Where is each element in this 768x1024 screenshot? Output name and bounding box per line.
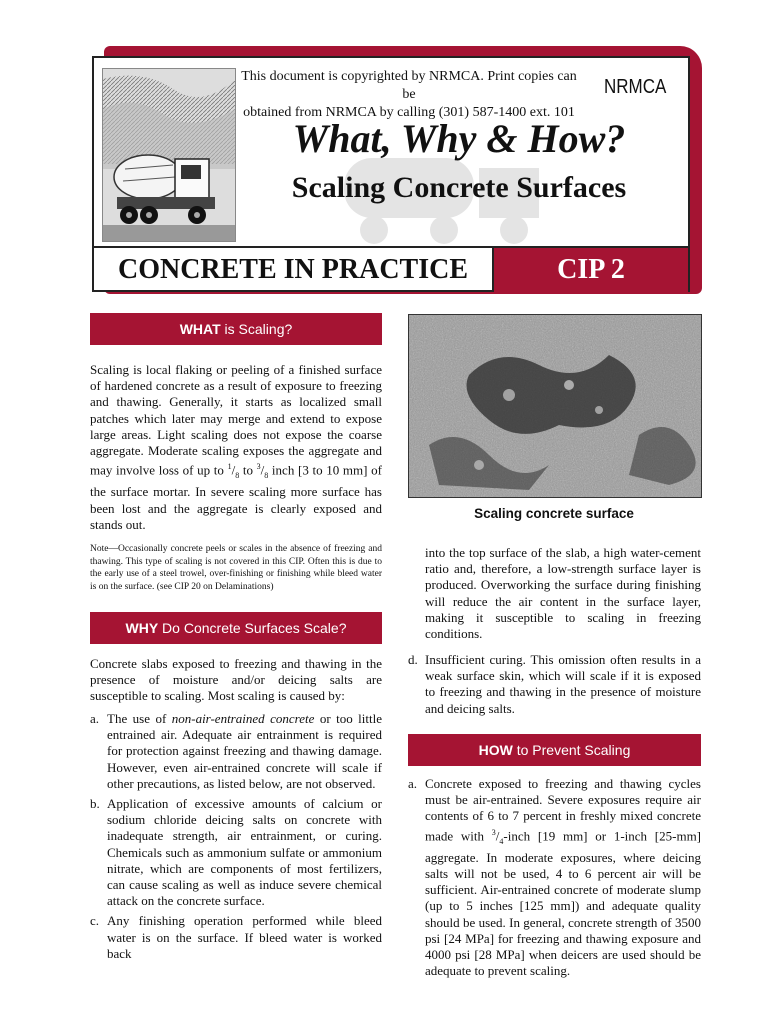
fraction-numerator: 3 [491,827,496,837]
heading-keyword: WHAT [179,321,221,337]
list-marker: a. [90,711,100,726]
photo-caption: Scaling concrete surface [474,506,634,521]
fraction-denominator: 8 [235,471,240,481]
list-marker: d. [408,652,418,667]
copyright-line-1: This document is copyrighted by NRMCA. Print copies can be [241,69,577,102]
item-emphasis: non-air-entrained concrete [171,711,315,726]
item-text: The use of [107,711,172,726]
series-title: CONCRETE IN PRACTICE [94,248,494,292]
what-text-b: inch [3 to 10 mm] of the surface mortar. In severe scaling more surface has been lost and the aggregate is clearly exposed and stands out. [90,462,382,532]
page-title: What, Why & How? [292,116,626,161]
item-text: Any finishing operation performed while bleed water is on the surface. If bleed water is worked back [107,913,382,961]
page-subtitle: Scaling Concrete Surfaces [291,171,627,204]
item-text: Insufficient curing. This omission often results in a weak surface skin, which will scale if it is exposed to freezing and thawing in the presence of moisture and deicing salts. [425,652,701,716]
fraction-numerator: 1 [227,462,232,472]
section-heading-how [408,734,701,766]
why-intro: Concrete slabs exposed to freezing and thawing in the presence of moisture and/or deicing salts are susceptible to scaling. Most scaling is caused by: [90,656,382,704]
what-paragraph: Scaling is local flaking or peeling of a finished surface of hardened concrete as a result of exposure to freezing and thawing. Generally, it starts as localized small patches which later may merge and extend to expose large areas. Light scaling does not expose the coarse aggregate. Moderate scaling exposes the aggregate and may involve loss of up to $^1/_8$ to $^3/_8$ inch [3 to 10 mm] of the surface mortar. In severe scaling more surface has been lost and the aggregate is clearly exposed and stands out. [90,362,382,532]
copyright-notice [234,68,584,122]
what-text-a: Scaling is local flaking or peeling of a finished surface of hardened concrete as a result of exposure to freezing and thawing. Generally, it starts as localized small patches which later may merge and extend to expose large areas. Light scaling does not expose the coarse aggregate. Moderate scaling exposes the aggregate and may involve loss of up to [90,362,382,478]
brand-logo: NRMCA [604,76,667,98]
list-marker: b. [90,796,100,812]
cip-number: CIP 2 [494,248,688,292]
list-item [408,652,701,717]
section-heading-why [90,612,382,644]
why-list [90,711,382,966]
heading-text: to Prevent Scaling [512,742,631,758]
heading-text: is Scaling? [220,321,293,337]
item-text: or too little entrained air. Adequate air entrainment is required for protection against freezing and thawing damage. However, even air-entrained concrete will scale if other precautions, as listed below, are not observed. [107,711,382,791]
why-item-c-continued: into the top surface of the slab, a high water-cement ratio and, therefore, a low-strength surface layer is produced. Overworking the surface during finishing will reduce the air content in the surface layer, making it susceptible to scaling in freezing conditions. [425,545,701,642]
list-marker: a. [408,776,418,791]
heading-keyword: WHY [125,620,159,636]
how-list [408,776,701,983]
mixer-truck-photo [102,68,236,242]
section-heading-what [90,313,382,345]
list-item [90,913,382,962]
heading-keyword: HOW [478,742,513,758]
what-text-to: to [239,462,257,478]
list-item [90,711,382,792]
fraction-numerator: 3 [256,462,261,472]
list-item [90,796,382,909]
heading-text: Do Concrete Surfaces Scale? [158,620,347,636]
header-box [92,56,690,292]
item-text: Concrete exposed to freezing and thawing cycles must be air-entrained. Severe exposures require air contents of 6 to 7 percent in freshly mixed concrete made with [425,776,701,843]
list-marker: c. [90,913,100,929]
item-text: Application of excessive amounts of calcium or sodium chloride deicing salts on concrete with inadequate strength, air entrainment, or curing. Chemicals such as ammonium sulfate or ammonium nitrate, which are components of most fertilizers, can cause scaling as well as induce severe chemical attack on the concrete surface. [107,796,382,909]
fraction-denominator: 4 [499,836,504,846]
series-band [94,246,688,292]
list-item: a. Concrete exposed to freezing and thawing cycles must be air-entrained. Severe exposures require air contents of 6 to 7 percent in freshly mixed concrete made with $^3/_4$-inch [19 mm] or 1-inch [25-mm] aggregate. In moderate exposures, where deicing salts will not be used, 4 to 6 percent air will be sufficient. Air-entrained concrete of moderate slump (up to 5 inches [125 mm]) and adequate quality should be used. In general, concrete strength of 3500 psi [24 MPa] for freezing and thawing exposure and 4000 psi [28 MPa] when deicers are used should be adequate to prevent scaling. [408,776,702,979]
scaling-concrete-photo [408,314,702,498]
copyright-line-2: obtained from NRMCA by calling (301) 587-1400 ext. 101 [243,105,575,120]
why-list-continued [408,652,701,721]
what-note: Note—Occasionally concrete peels or scales in the absence of freezing and thawing. This type of scaling is not covered in this CIP. Often this is due to the early use of a steel trowel, over-finishing or finishing while bleed water is on the surface. (see CIP 20 on Delaminations) [90,544,382,592]
fraction-denominator: 8 [264,471,269,481]
item-text: -inch [19 mm] or 1-inch [25-mm] aggregate. In moderate exposures, where deicing salts will not be used, 4 to 6 percent air will be sufficient. Air-entrained concrete of moderate slump (up to 5 inches [125 mm]) and adequate quality should be used. In general, concrete strength of 3500 psi [24 MPa] for freezing and thawing exposure and 4000 psi [28 MPa] when deicers are used should be adequate to prevent scaling. [425,827,702,979]
